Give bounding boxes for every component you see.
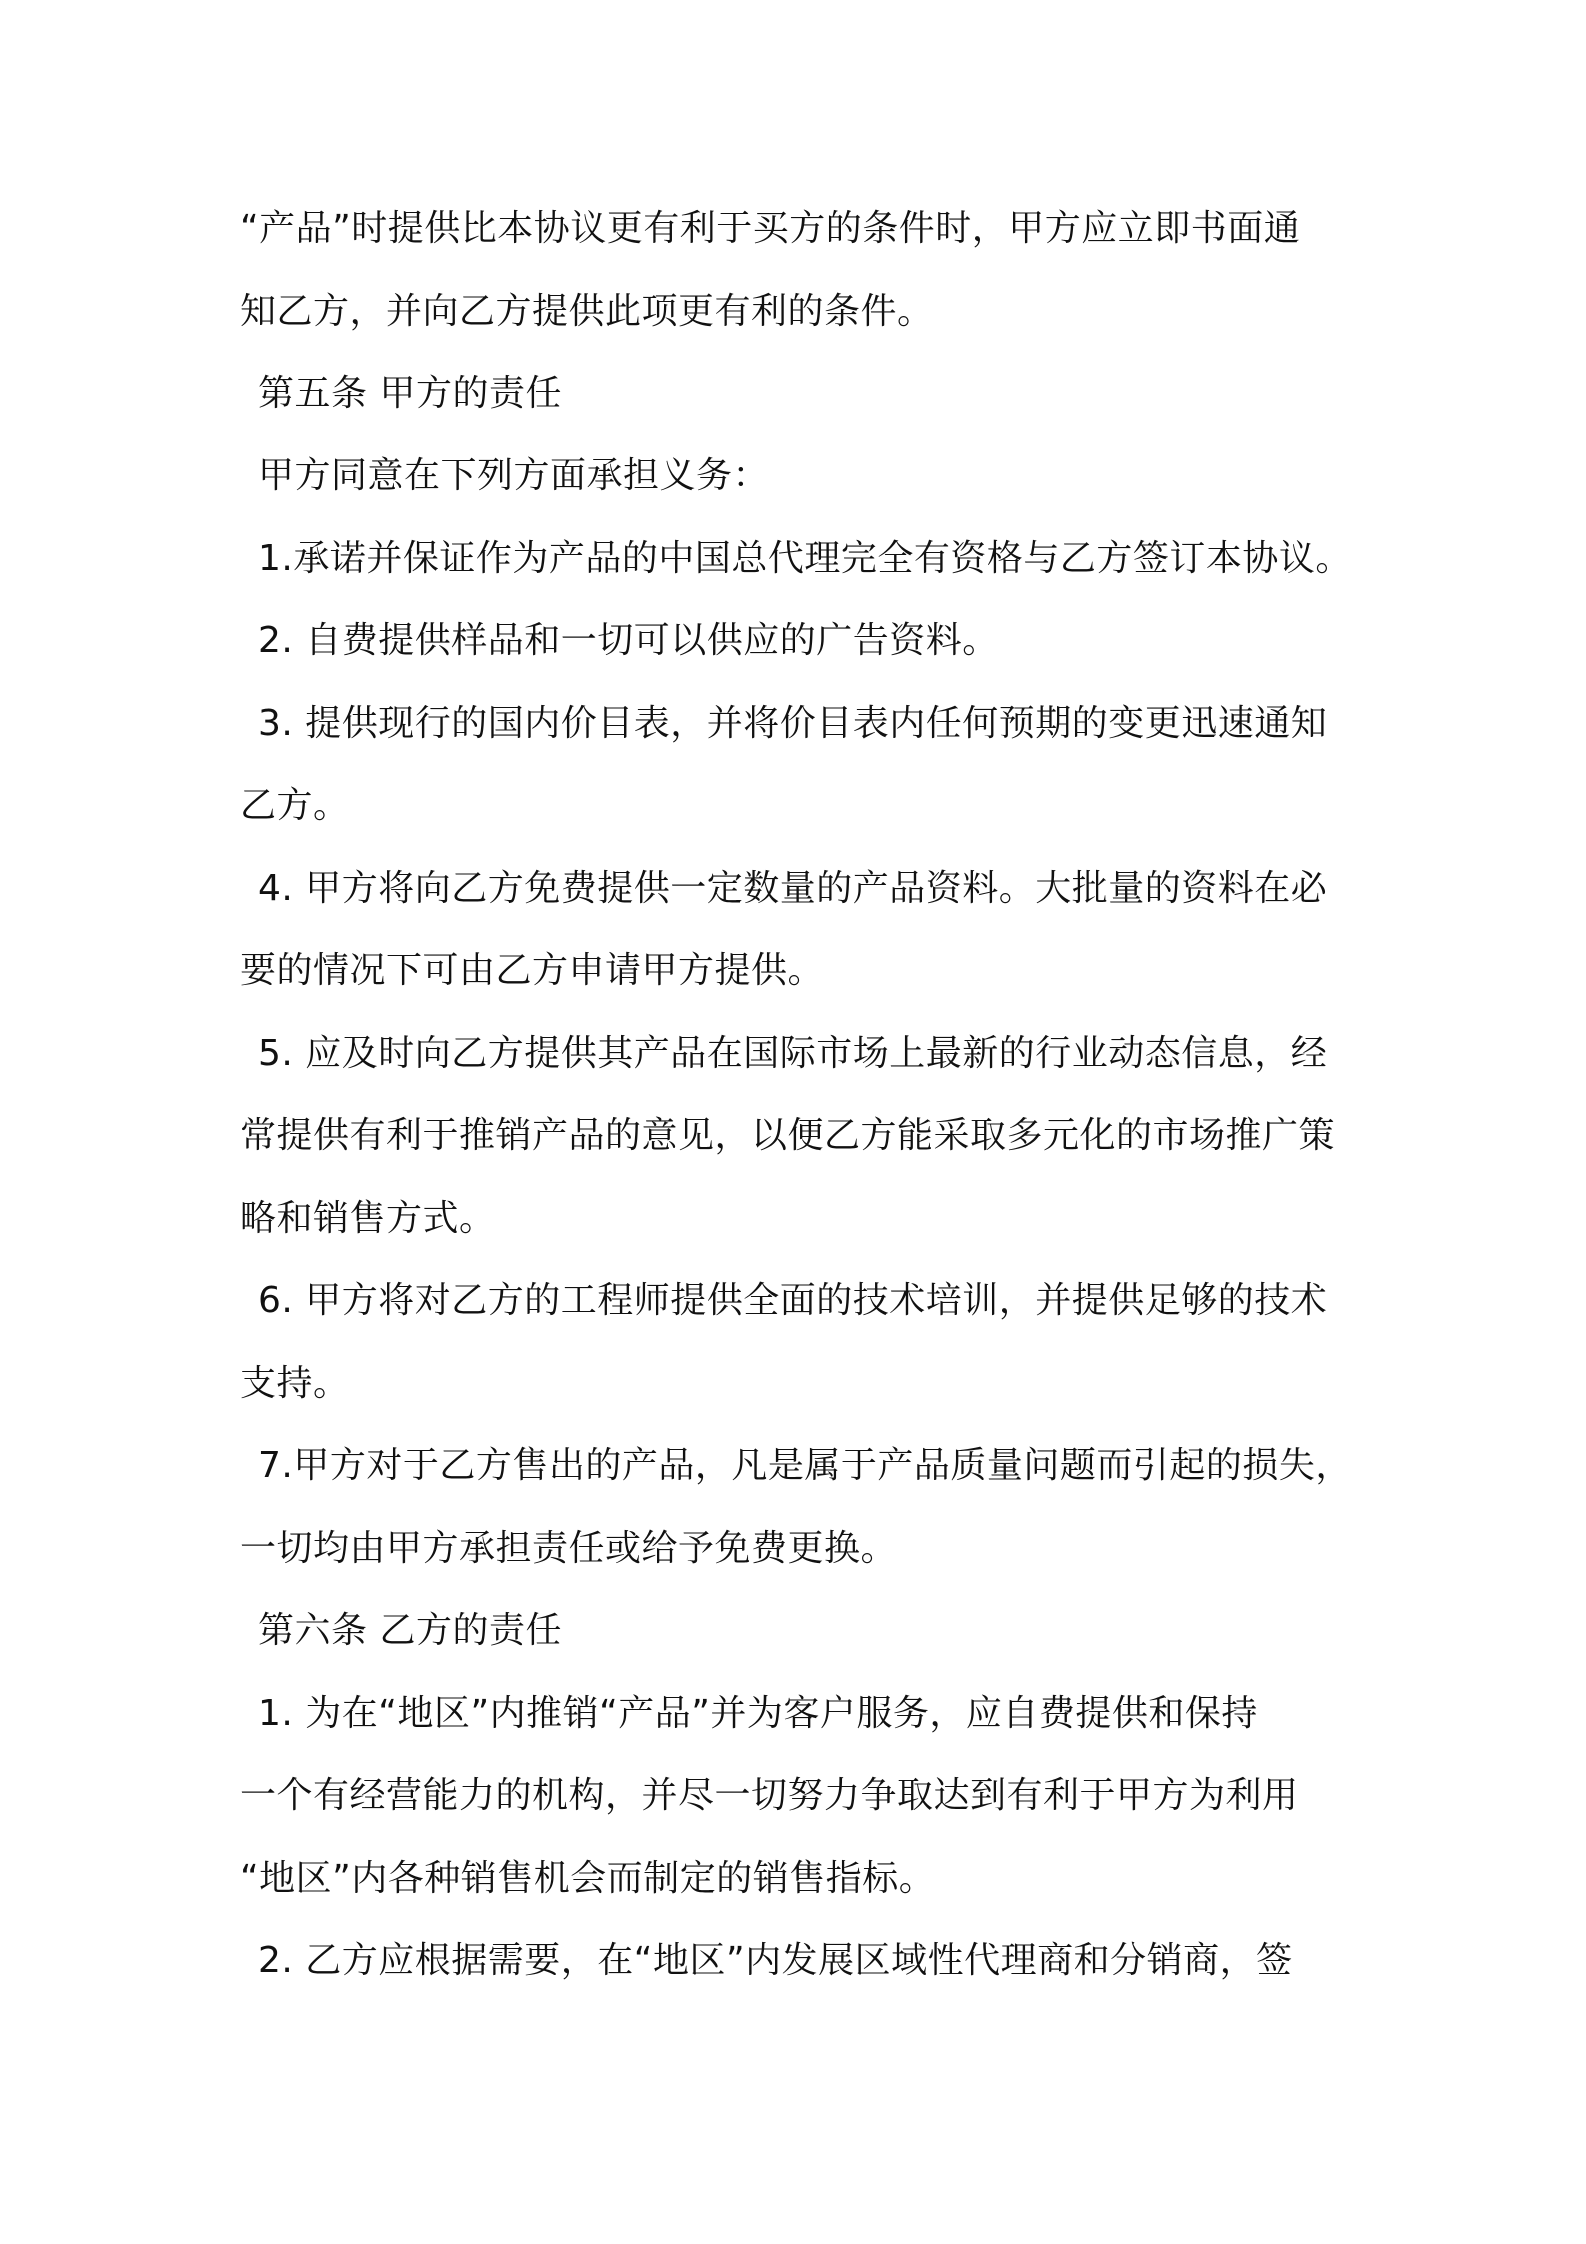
b-list-item-2: 2. 乙方应根据需要，在“地区”内发展区域性代理商和分销商，签	[258, 1940, 1293, 1981]
list-item-3-cont: 乙方。	[240, 785, 350, 826]
list-item-5-cont-1: 常提供有利于推销产品的意见，以便乙方能采取多元化的市场推广策	[240, 1115, 1336, 1156]
list-item-7-cont: 一切均由甲方承担责任或给予免费更换。	[240, 1528, 898, 1569]
text-line-2: 知乙方，并向乙方提供此项更有利的条件。	[240, 291, 934, 332]
list-item-1: 1.承诺并保证作为产品的中国总代理完全有资格与乙方签订本协议。	[258, 538, 1352, 579]
list-item-7: 7.甲方对于乙方售出的产品，凡是属于产品质量问题而引起的损失，	[258, 1445, 1352, 1486]
text-line-4: 甲方同意在下列方面承担义务：	[258, 455, 770, 496]
list-item-4-cont: 要的情况下可由乙方申请甲方提供。	[240, 950, 825, 991]
text-line-1: “产品”时提供比本协议更有利于买方的条件时，甲方应立即书面通	[240, 208, 1301, 249]
list-item-5: 5. 应及时向乙方提供其产品在国际市场上最新的行业动态信息，经	[258, 1033, 1328, 1074]
list-item-6-cont: 支持。	[240, 1363, 350, 1404]
list-item-5-cont-2: 略和销售方式。	[240, 1198, 496, 1239]
b-list-item-1-cont-2: “地区”内各种销售机会而制定的销售指标。	[240, 1858, 936, 1899]
list-item-2: 2. 自费提供样品和一切可以供应的广告资料。	[258, 620, 999, 661]
article-5-heading: 第五条 甲方的责任	[258, 373, 562, 414]
b-list-item-1-cont-1: 一个有经营能力的机构，并尽一切努力争取达到有利于甲方为利用	[240, 1775, 1299, 1816]
list-item-3: 3. 提供现行的国内价目表，并将价目表内任何预期的变更迅速通知	[258, 703, 1328, 744]
list-item-4: 4. 甲方将向乙方免费提供一定数量的产品资料。大批量的资料在必	[258, 868, 1328, 909]
b-list-item-1: 1. 为在“地区”内推销“产品”并为客户服务，应自费提供和保持	[258, 1693, 1258, 1734]
article-6-heading: 第六条 乙方的责任	[258, 1610, 562, 1651]
list-item-6: 6. 甲方将对乙方的工程师提供全面的技术培训，并提供足够的技术	[258, 1280, 1328, 1321]
